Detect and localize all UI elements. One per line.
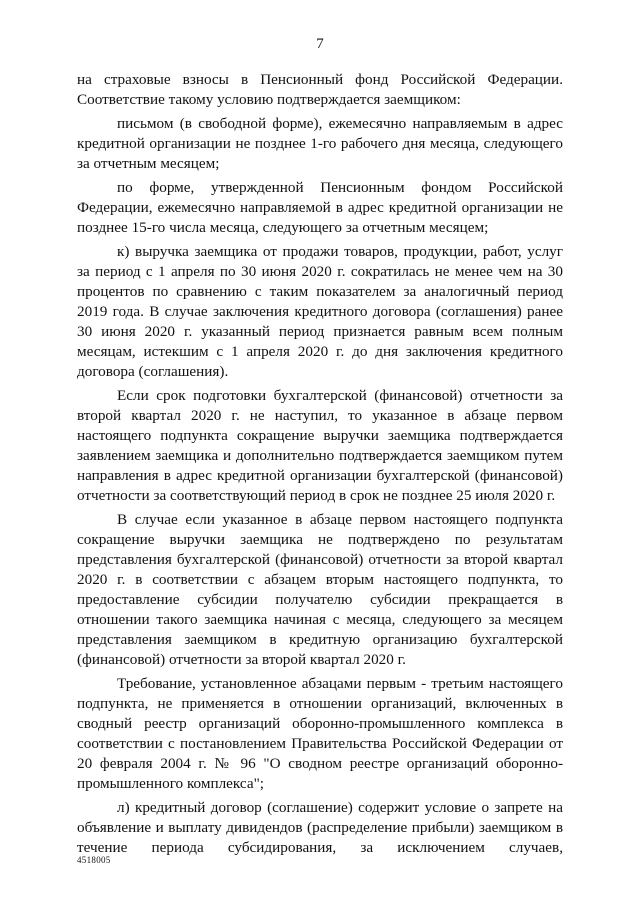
paragraph: Требование, установленное абзацами первым - третьим настоящего подпункта, не применяется в отношении организаций, включенных в сводный реестр организаций оборонно-промышленного комплекса в соответствии с постановлением Правительства Российской Федерации от 20 февраля 2004 г. № 96 "О сводном реестре организаций оборонно-промышленного комплекса"; [77, 675, 563, 792]
document-code: 4518005 [77, 855, 111, 865]
paragraph: л) кредитный договор (соглашение) содержит условие о запрете на объявление и выплату дивидендов (распределение прибыли) заемщиком в течение периода субсидирования, за исключением случаев, [77, 799, 563, 856]
paragraph: Если срок подготовки бухгалтерской (финансовой) отчетности за второй квартал 2020 г. не наступил, то указанное в абзаце первом настоящего подпункта сокращение выручки заемщика подтверждается заявлением заемщика и дополнительно подтверждается заемщиком путем направления в адрес кредитной организации бухгалтерской (финансовой) отчетности за соответствующий период в срок не позднее 25 июля 2020 г. [77, 387, 563, 504]
body-text [77, 70, 563, 862]
page-number: 7 [316, 36, 324, 52]
paragraph: на страховые взносы в Пенсионный фонд Российской Федерации. Соответствие такому условию подтверждается заемщиком: [77, 71, 563, 108]
paragraph: письмом (в свободной форме), ежемесячно направляемым в адрес кредитной организации не позднее 1-го рабочего дня месяца, следующего за отчетным месяцем; [77, 115, 563, 172]
paragraph: к) выручка заемщика от продажи товаров, продукции, работ, услуг за период с 1 апреля по 30 июня 2020 г. сократилась не менее чем на 30 процентов по сравнению с таким показателем за аналогичный период 2019 года. В случае заключения кредитного договора (соглашения) ранее 30 июня 2020 г. указанный период признается равным всем полным месяцам, истекшим с 1 апреля 2020 г. до дня заключения кредитного договора (соглашения). [77, 243, 563, 380]
paragraph: по форме, утвержденной Пенсионным фондом Российской Федерации, ежемесячно направляемой в адрес кредитной организации не позднее 15-го числа месяца, следующего за отчетным месяцем; [77, 179, 563, 236]
paragraph: В случае если указанное в абзаце первом настоящего подпункта сокращение выручки заемщика не подтверждено по результатам представления бухгалтерской (финансовой) отчетности за второй квартал 2020 г. в соответствии с абзацем вторым настоящего подпункта, то предоставление субсидии получателю субсидии прекращается в отношении такого заемщика начиная с месяца, следующего за месяцем представления заемщиком в кредитную организацию бухгалтерской (финансовой) отчетности за второй квартал 2020 г. [77, 511, 563, 668]
